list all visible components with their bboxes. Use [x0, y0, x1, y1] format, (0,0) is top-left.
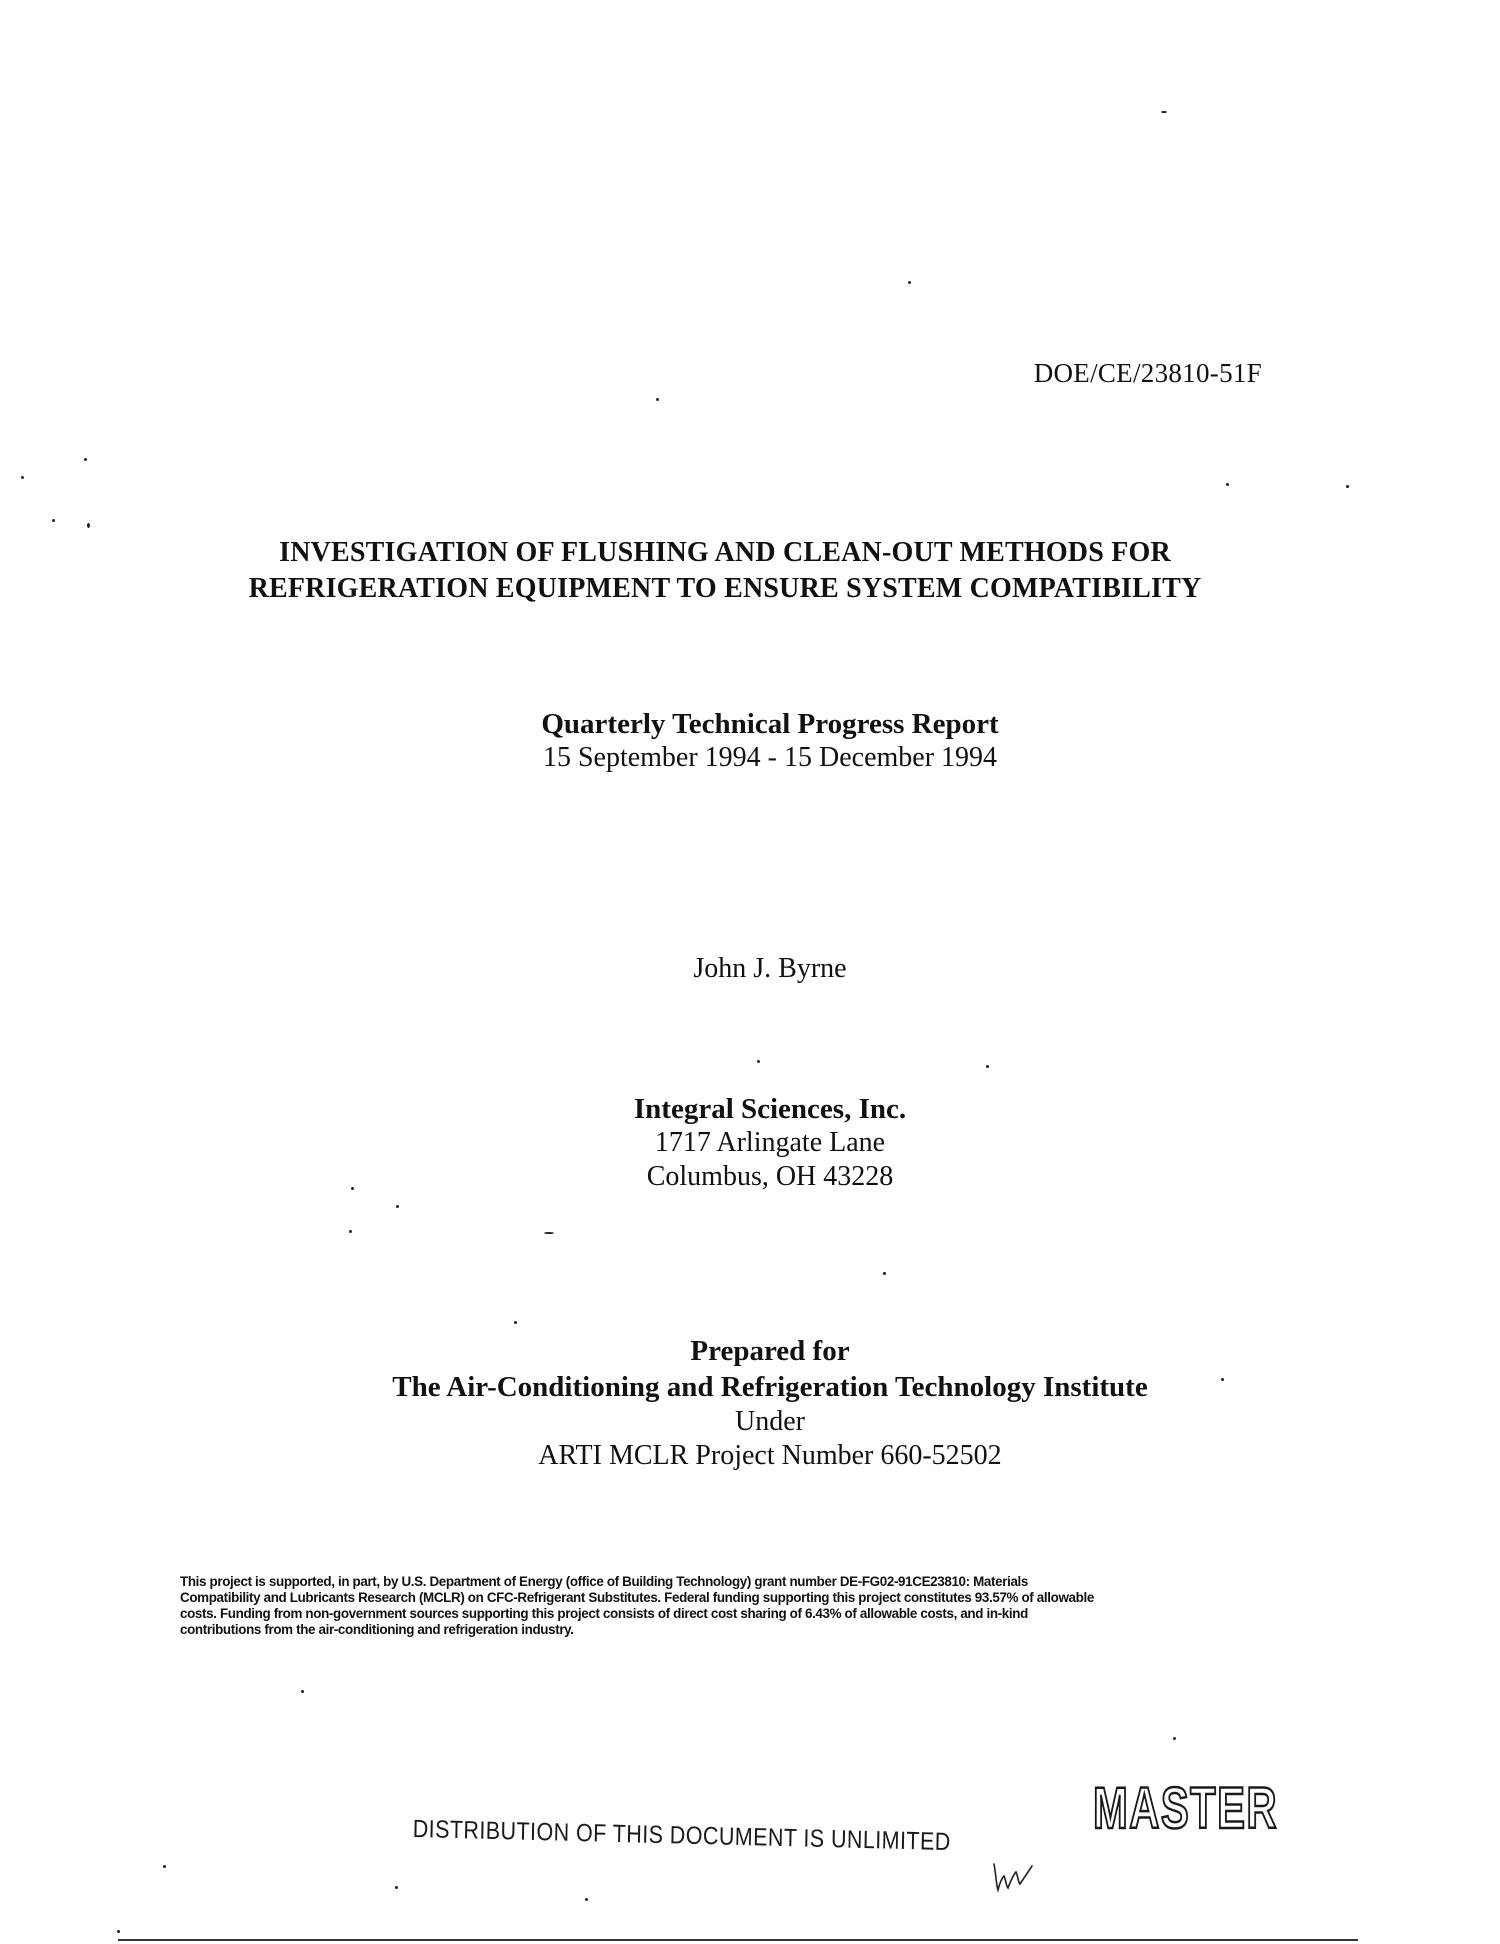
organization-street: 1717 Arlingate Lane: [654, 1127, 886, 1158]
scan-speck: [757, 1060, 760, 1063]
footnote-line: This project is supported, in part, by U.S. Department of Energy (office of Building Technology) grant number DE-FG02-91CE23810: Materials: [180, 1574, 1029, 1589]
scan-speck: [1346, 485, 1349, 488]
project-number: ARTI MCLR Project Number 660-52502: [538, 1440, 1002, 1471]
scan-speck: [395, 1886, 398, 1889]
scan-speck: [349, 1230, 352, 1233]
master-stamp: MASTER: [1093, 1776, 1278, 1841]
report-type: Quarterly Technical Progress Report: [541, 708, 999, 740]
under-label: Under: [735, 1406, 805, 1437]
scan-speck: [84, 458, 87, 461]
scan-speck: [301, 1690, 304, 1693]
scan-speck: [117, 1930, 120, 1933]
funding-footnote: [180, 1574, 1260, 1638]
scan-speck: [986, 1065, 989, 1068]
report-title-line-1: INVESTIGATION OF FLUSHING AND CLEAN-OUT METHODS FOR: [279, 537, 1171, 568]
report-title: [150, 535, 1300, 607]
scan-speck: [585, 1898, 588, 1901]
distribution-stamp: DISTRIBUTION OF THIS DOCUMENT IS UNLIMITED: [412, 1815, 951, 1857]
scan-speck: [908, 281, 911, 284]
scan-speck: [396, 1205, 399, 1208]
handwritten-initials: [990, 1856, 1036, 1894]
scan-speck: [656, 398, 659, 401]
scan-speck: [544, 1232, 554, 1234]
scan-speck: [1226, 483, 1229, 486]
report-title-line-2: REFRIGERATION EQUIPMENT TO ENSURE SYSTEM COMPATIBILITY: [248, 573, 1202, 604]
sponsor-institute: The Air-Conditioning and Refrigeration Technology Institute: [392, 1371, 1148, 1403]
scan-speck: [1221, 1378, 1224, 1381]
scan-speck: [1173, 1737, 1176, 1740]
organization-name: Integral Sciences, Inc.: [633, 1093, 907, 1125]
organization-city: Columbus, OH 43228: [646, 1161, 894, 1192]
report-period: 15 September 1994 - 15 December 1994: [542, 742, 998, 773]
scan-speck: [883, 1272, 886, 1275]
scan-speck: [514, 1321, 517, 1324]
scan-speck: [87, 523, 90, 528]
scan-speck: [21, 476, 24, 479]
report-number: DOE/CE/23810-51F: [1033, 358, 1262, 388]
footnote-line: contributions from the air-conditioning and refrigeration industry.: [180, 1622, 574, 1637]
prepared-for-label: Prepared for: [690, 1335, 850, 1367]
footnote-line: Compatibility and Lubricants Research (MCLR) on CFC-Refrigerant Substitutes. Federal funding supporting this project constitutes 93.57% of allowable: [180, 1590, 1094, 1605]
page-bottom-edge: [118, 1939, 1358, 1941]
scan-speck: [52, 519, 55, 522]
scan-speck: [351, 1187, 354, 1190]
scan-speck: [163, 1865, 166, 1868]
footnote-line: costs. Funding from non-government sources supporting this project consists of direct cost sharing of 6.43% of allowable costs, and in-kind: [180, 1606, 1028, 1621]
author-name: John J. Byrne: [693, 953, 847, 984]
scan-speck: [1161, 111, 1167, 113]
